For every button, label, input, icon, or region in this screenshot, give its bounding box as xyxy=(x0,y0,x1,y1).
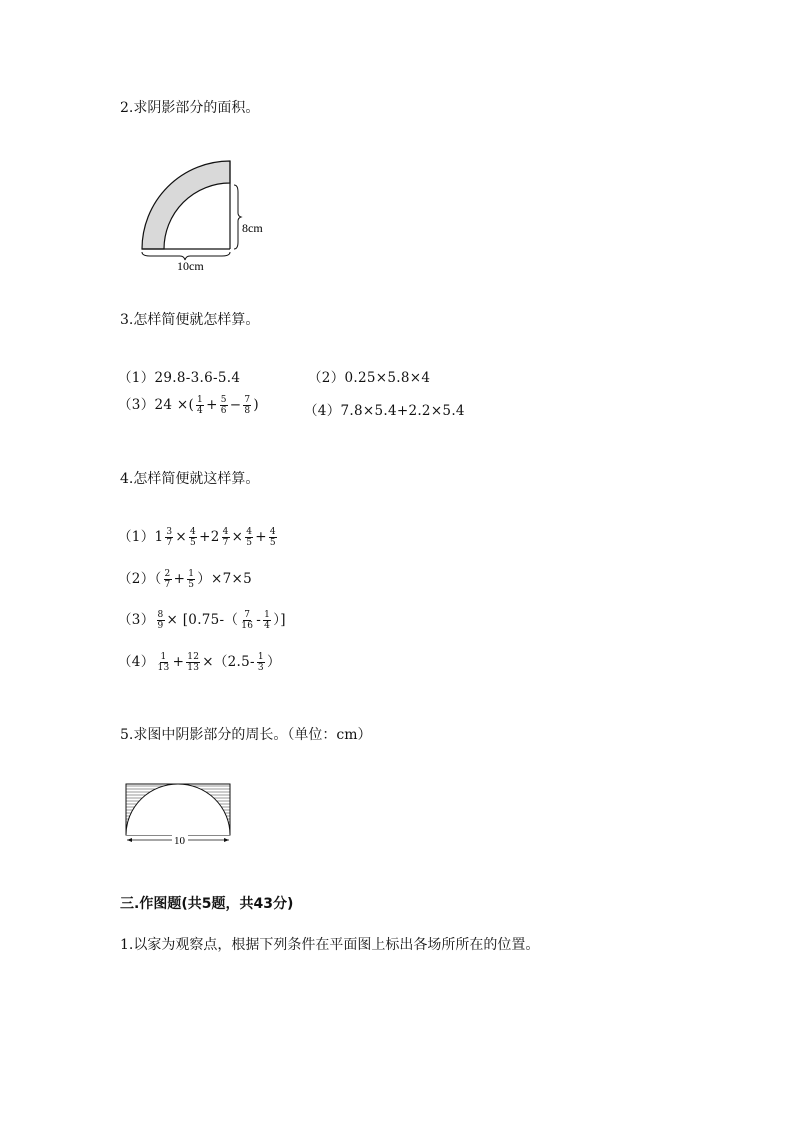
q3-problem-3: （3）24 ×( $\frac{1}{4}$ + $\frac{5}{6}$ − $\frac{7}{8}$ ) xyxy=(118,395,259,416)
section-3-title: 三.作图题(共5题，共43分) xyxy=(120,896,294,912)
q3-problem-2: （2）0.25×5.8×4 xyxy=(308,370,431,386)
fraction: $\frac{7}{8}$ xyxy=(244,395,251,416)
q4-problem-2: （2）（ $\frac{2}{7}$ + $\frac{1}{5}$ ）×7×5 xyxy=(118,569,253,590)
shaded-quarter-ring-figure xyxy=(130,152,280,274)
fraction: $\frac{1}{4}$ xyxy=(197,395,204,416)
question-4-title: 4.怎样简便就这样算。 xyxy=(120,471,260,487)
label-width: 10cm xyxy=(177,259,204,273)
question-2-title: 2.求阴影部分的面积。 xyxy=(120,100,260,116)
label-diameter: 10 xyxy=(174,835,185,847)
fraction: $\frac{1}{4}$ xyxy=(264,610,271,631)
fraction: $\frac{1}{13}$ xyxy=(157,652,170,673)
fraction: $\frac{4}{5}$ xyxy=(190,527,197,548)
q3-problem-4: （4）7.8×5.4+2.2×5.4 xyxy=(304,403,465,419)
question-3-title: 3.怎样简便就怎样算。 xyxy=(120,312,260,328)
label-height: 8cm xyxy=(242,221,263,235)
section-3-question-1: 1.以家为观察点，根据下列条件在平面图上标出各场所所在的位置。 xyxy=(120,937,540,953)
question-5-title: 5.求图中阴影部分的周长。（单位：cm） xyxy=(120,727,372,743)
fraction: $\frac{5}{6}$ xyxy=(220,395,227,416)
fraction: $\frac{12}{13}$ xyxy=(187,652,200,673)
q3-problem-1: （1）29.8-3.6-5.4 xyxy=(118,370,241,386)
fraction: $\frac{1}{3}$ xyxy=(257,652,264,673)
fraction: $\frac{3}{7}$ xyxy=(166,527,173,548)
q4-problem-4: （4） $\frac{1}{13}$ + $\frac{12}{13}$ ×（2.5- $\frac{1}{3}$ ） xyxy=(118,652,281,673)
fraction: $\frac{2}{7}$ xyxy=(164,569,171,590)
fraction: $\frac{4}{5}$ xyxy=(246,527,253,548)
q3-p3-prefix: （3）24 ×( xyxy=(118,397,195,413)
fraction: $\frac{4}{5}$ xyxy=(269,527,276,548)
fraction: $\frac{8}{9}$ xyxy=(157,610,164,631)
fraction: $\frac{4}{7}$ xyxy=(222,527,229,548)
q4-problem-1: （1）1 $\frac{3}{7}$ × $\frac{4}{5}$ +2 $\frac{4}{7}$ × $\frac{4}{5}$ + $\frac{4}{5}$ xyxy=(118,527,276,548)
q4-problem-3: （3） $\frac{8}{9}$ × [0.75-（ $\frac{7}{16}$ - $\frac{1}{4}$ ）] xyxy=(118,610,286,631)
fraction: $\frac{1}{5}$ xyxy=(188,569,195,590)
fraction: $\frac{7}{16}$ xyxy=(241,610,254,631)
semicircle-hatched-figure xyxy=(120,778,240,850)
